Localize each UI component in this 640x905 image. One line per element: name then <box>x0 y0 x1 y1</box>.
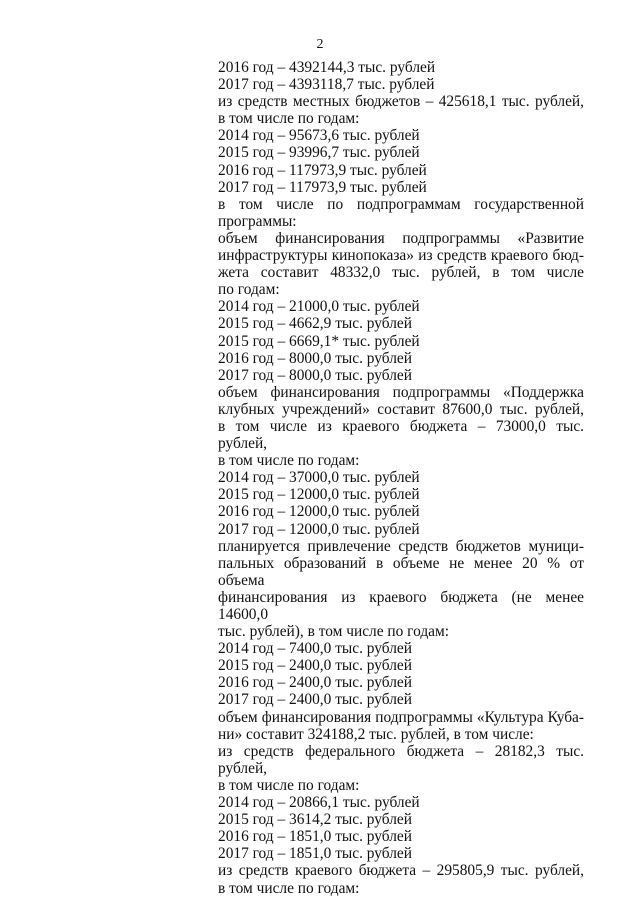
text-line: 2014 год – 95673,6 тыс. рублей <box>218 127 420 145</box>
text-line: ни» составит 324188,2 тыс. рублей, в том числе: <box>218 725 534 743</box>
text-line: 2017 год – 12000,0 тыс. рублей <box>218 520 420 538</box>
text-line: программы: <box>218 212 297 230</box>
text-line: из средств краевого бюджета – 295805,9 тыс. рублей, <box>218 862 584 880</box>
text-line: в том числе из краевого бюджета – 73000,0 тыс. рублей, <box>218 417 584 453</box>
text-line: 2016 год – 2400,0 тыс. рублей <box>218 674 412 692</box>
text-line: 2014 год – 21000,0 тыс. рублей <box>218 298 420 316</box>
text-line: 2017 год – 117973,9 тыс. рублей <box>218 178 427 196</box>
text-line: в том числе по годам: <box>218 776 360 794</box>
text-line: тыс. рублей), в том числе по годам: <box>218 623 450 641</box>
text-line: 2014 год – 7400,0 тыс. рублей <box>218 640 412 658</box>
text-line: 2017 год – 1851,0 тыс. рублей <box>218 845 412 863</box>
text-line: в том числе по подпрограммам государственной <box>218 195 584 213</box>
text-line: 2016 год – 4392144,3 тыс. рублей <box>218 59 436 76</box>
text-line: объем финансирования подпрограммы «Культура Куба- <box>218 708 584 726</box>
text-line: 2017 год – 8000,0 тыс. рублей <box>218 366 412 384</box>
text-line: 2014 год – 37000,0 тыс. рублей <box>218 469 420 487</box>
text-line: жета составит 48332,0 тыс. рублей, в том числе <box>218 264 584 282</box>
text-line: 2017 год – 4393118,7 тыс. рублей <box>218 76 435 94</box>
text-line: клубных учреждений» составит 87600,0 тыс. рублей, <box>218 400 584 418</box>
text-line: по годам: <box>218 281 280 299</box>
body-text <box>218 59 584 897</box>
text-line: в том числе по годам: <box>218 452 360 470</box>
text-line: инфраструктуры кинопоказа» из средств краевого бюд- <box>218 247 584 265</box>
text-line: из средств федерального бюджета – 28182,3 тыс. рублей, <box>218 742 584 777</box>
text-line: планируется привлечение средств бюджетов муници- <box>218 537 584 555</box>
text-line: 2016 год – 1851,0 тыс. рублей <box>218 828 412 846</box>
text-line: 2015 год – 6669,1* тыс. рублей <box>218 332 420 350</box>
text-line: 2016 год – 8000,0 тыс. рублей <box>218 349 412 367</box>
text-line: 2015 год – 93996,7 тыс. рублей <box>218 144 420 162</box>
text-line: 2014 год – 20866,1 тыс. рублей <box>218 794 420 812</box>
text-line: 2015 год – 2400,0 тыс. рублей <box>218 657 412 675</box>
text-line: 2017 год – 2400,0 тыс. рублей <box>218 691 412 709</box>
text-line: в том числе по годам: <box>218 879 360 897</box>
text-line: 2015 год – 4662,9 тыс. рублей <box>218 315 412 333</box>
text-line: 2015 год – 3614,2 тыс. рублей <box>218 811 412 829</box>
text-line: объем финансирования подпрограммы «Поддержка <box>218 383 584 401</box>
text-line: объем финансирования подпрограммы «Развитие <box>218 229 584 247</box>
page-number: 2 <box>316 37 324 52</box>
text-line: в том числе по годам: <box>218 110 360 128</box>
text-line: 2015 год – 12000,0 тыс. рублей <box>218 486 420 504</box>
text-line: 2016 год – 117973,9 тыс. рублей <box>218 161 427 179</box>
text-line: пальных образований в объеме не менее 20 % от объема <box>218 554 584 589</box>
text-line: финансирования из краевого бюджета (не менее 14600,0 <box>218 588 584 623</box>
text-line: из средств местных бюджетов – 425618,1 тыс. рублей, <box>218 93 584 111</box>
text-line: 2016 год – 12000,0 тыс. рублей <box>218 503 420 521</box>
